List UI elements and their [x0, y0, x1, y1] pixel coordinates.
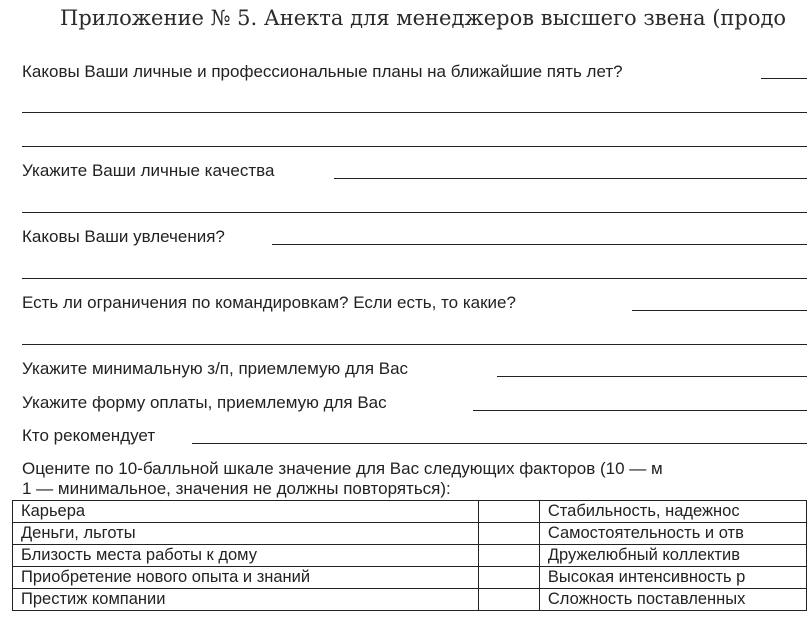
answer-line-plans-2[interactable] [22, 112, 807, 113]
answer-line-qualities-2[interactable] [22, 212, 807, 213]
question-min-salary: Укажите минимальную з/п, приемлемую для Вас [22, 359, 409, 378]
answer-line-hobbies[interactable] [272, 244, 807, 245]
answer-line-hobbies-2[interactable] [22, 278, 807, 279]
question-recommender: Кто рекомендует [22, 426, 156, 445]
rating-instructions-line1: Оцените по 10-балльной шкале значение для Вас следующих факторов (10 — м [22, 459, 663, 478]
table-row [13, 501, 807, 523]
table-row [13, 523, 807, 545]
answer-line-business-trips[interactable] [632, 310, 807, 311]
factor-label: Самостоятельность и отв [539, 523, 806, 545]
factor-label: Престиж компании [13, 589, 479, 611]
table-row [13, 589, 807, 611]
table-row [13, 567, 807, 589]
question-plans: Каковы Ваши личные и профессиональные планы на ближайшие пять лет? [22, 62, 623, 81]
answer-line-plans-3[interactable] [22, 146, 807, 147]
factor-label: Приобретение нового опыта и знаний [13, 567, 479, 589]
factor-label: Сложность поставленных [539, 589, 806, 611]
table-row [13, 545, 807, 567]
score-cell[interactable] [478, 589, 539, 611]
factor-label: Карьера [13, 501, 479, 523]
answer-line-qualities[interactable] [334, 178, 807, 179]
question-hobbies: Каковы Ваши увлечения? [22, 227, 225, 246]
answer-line-recommender[interactable] [192, 443, 807, 444]
score-cell[interactable] [478, 545, 539, 567]
question-payment-form: Укажите форму оплаты, приемлемую для Вас [22, 393, 387, 412]
answer-line-business-trips-2[interactable] [22, 344, 807, 345]
question-qualities: Укажите Ваши личные качества [22, 161, 275, 180]
question-business-trips: Есть ли ограничения по командировкам? Если есть, то какие? [22, 293, 516, 312]
factor-label: Деньги, льготы [13, 523, 479, 545]
factor-label: Стабильность, надежнос [539, 501, 806, 523]
page-title: Приложение № 5. Анекта для менеджеров высшего звена (продо [60, 6, 787, 30]
answer-line-plans[interactable] [761, 78, 807, 79]
factor-label: Дружелюбный коллектив [539, 545, 806, 567]
rating-table [12, 500, 807, 611]
answer-line-min-salary[interactable] [497, 376, 807, 377]
score-cell[interactable] [478, 523, 539, 545]
rating-instructions-line2: 1 — минимальное, значения не должны повторяться): [22, 479, 451, 498]
factor-label: Высокая интенсивность р [539, 567, 806, 589]
score-cell[interactable] [478, 501, 539, 523]
answer-line-payment-form[interactable] [473, 410, 807, 411]
score-cell[interactable] [478, 567, 539, 589]
factor-label: Близость места работы к дому [13, 545, 479, 567]
